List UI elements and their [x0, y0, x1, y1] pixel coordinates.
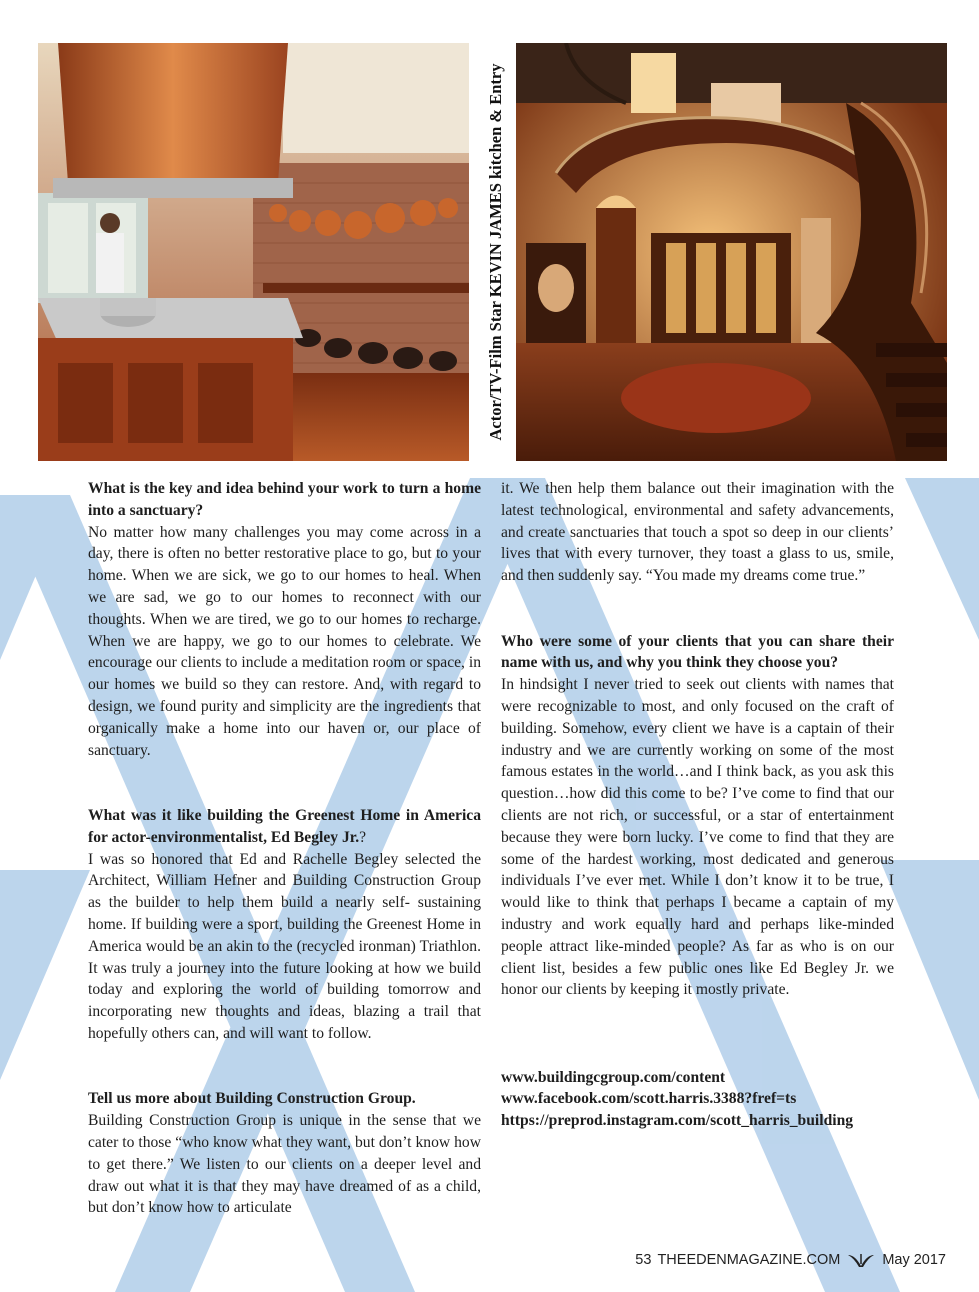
article-left-column [88, 478, 481, 1219]
eden-leaf-icon [846, 1252, 876, 1268]
page-footer [635, 1252, 946, 1268]
article-right-column [501, 478, 894, 1132]
answer-paragraph: I was so honored that Ed and Rachelle Begley selected the Architect, William Hefner and Building Construction Group as the builder to help them build a nearly self- sustaining home. If building were a sport, building the Greenest Home in America would be an akin to the (recycled ironman) Triathlon. It was truly a journey into the future looking at how we build today and exploring the world of building tomorrow and incorporating new thoughts and ideas, blazing a trail that hopefully others can, and will want to follow. [88, 850, 481, 1042]
question-heading: Tell us more about Building Construction Group. [88, 1090, 416, 1108]
magazine-site: THEEDENMAGAZINE.COM [657, 1252, 841, 1268]
question-heading: Who were some of your clients that you can share their name with us, and why you think they choose you? [501, 632, 894, 672]
question-heading: What was it like building the Greenest Home in America for actor-environmentalist, Ed Begley Jr.? [88, 806, 481, 846]
answer-paragraph: In hindsight I never tried to seek out clients with names that were recognizable to most, and only focused on the craft of building. Somehow, every client we have is a captain of their industry and we are currently working on some of the most famous estates in the world…and I think back, as you ask this question…how did this come to be? I’ve come to find that our clients are not rich, or successful, or a star of entertainment because they were born lucky. I’ve come to find that they are some of the hardest working, most dedicated and generous individuals I’ve ever met. While I don’t know it to be true, I would like to think that perhaps I became a captain of my industry and work equally hard and perhaps like-minded people attract like-minded people? As far as who is on our client list, besides a few public ones like Ed Begley Jr. we honor our clients by keeping it mostly private. [501, 676, 894, 999]
answer-paragraph: No matter how many challenges you may come across in a day, there is often no better restorative place to go, but to your home. When we are sick, we go to our homes to heal. When we are sad, we go to our homes to reconnect with our thoughts. When we are tired, we go to our homes to recharge. When we are happy, we go to our homes to celebrate. We encourage our clients to include a meditation room or space, in our homes we build so they can restore. And, with regard to design, we found purity and simplicity are the ingredients that organically make a home into our haven or, our place of sanctuary. [88, 523, 481, 759]
issue-date: May 2017 [882, 1252, 946, 1268]
answer-paragraph: it. We then help them balance out their imagination with the latest technological, environmental and safety advancements, and create sanctuaries that touch a spot so deep in our clients’ lives that with every turnover, they toast a glass to us, smile, and then suddenly say. “You made my dreams come true.” [501, 480, 894, 585]
facebook-link[interactable]: www.facebook.com/scott.harris.3388?fref=ts [501, 1090, 797, 1108]
instagram-link[interactable]: https://preprod.instagram.com/scott_harris_building [501, 1112, 854, 1130]
photo-caption: Actor/TV-Film Star KEVIN JAMES kitchen & Entry [486, 63, 505, 441]
link-list [501, 1067, 894, 1132]
kitchen-photo [38, 43, 469, 461]
website-link[interactable]: www.buildingcgroup.com/content [501, 1068, 726, 1086]
entry-photo [516, 43, 947, 461]
question-heading: What is the key and idea behind your work to turn a home into a sanctuary? [88, 480, 481, 519]
answer-paragraph: Building Construction Group is unique in the sense that we cater to those “who know what they want, but don’t know how to get there.” We listen to our clients on a deeper level and draw out what it is that they may have dreamed of as a child, but don’t know how to articulate [88, 1112, 481, 1217]
page-number: 53 [635, 1252, 652, 1268]
